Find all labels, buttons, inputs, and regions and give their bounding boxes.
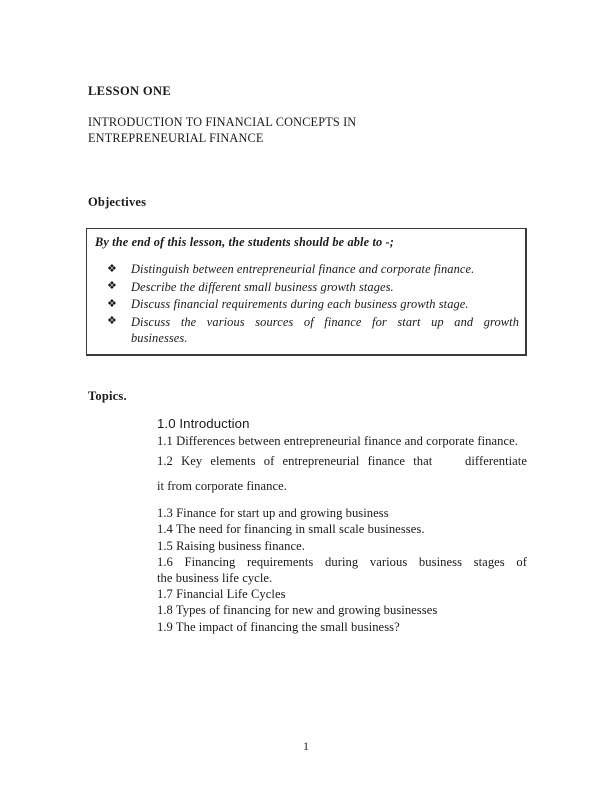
objective-text-line-1: Discuss the various sources of finance for start up and growth [131, 314, 519, 329]
topic-item-1-1-line-2: finance. [477, 434, 518, 448]
diamond-bullet-icon: ❖ [107, 315, 117, 327]
topics-list [157, 415, 527, 635]
objectives-list [107, 261, 519, 348]
topic-item-1-5: 1.5 Raising business finance. [157, 538, 306, 553]
lesson-heading: LESSON ONE [88, 84, 172, 98]
spacer [157, 498, 527, 505]
topics-section-heading: Topics. [88, 389, 127, 403]
objectives-box-heading: By the end of this lesson, the students should be able to -; [95, 235, 395, 249]
topic-item-1-2 [157, 449, 527, 498]
list-item [107, 261, 519, 278]
objectives-box [86, 228, 527, 356]
diamond-bullet-icon: ❖ [107, 297, 117, 310]
document-title [88, 114, 508, 146]
topic-item-1-6-line-2: the business life cycle. [157, 571, 273, 586]
topic-item-1-8: 1.8 Types of financing for new and growing businesses [157, 603, 438, 618]
topic-item-1-9: 1.9 The impact of financing the small business? [157, 619, 400, 634]
objective-text: Discuss financial requirements during each business growth stage. [131, 297, 469, 311]
document-title-line-1: INTRODUCTION TO FINANCIAL CONCEPTS IN [88, 115, 357, 129]
topic-item-1-6 [157, 554, 527, 586]
topic-item-1-0: 1.0 Introduction [157, 416, 250, 431]
topic-item-1-2-line-1: 1.2 Key elements of entrepreneurial finance that differentiate [157, 454, 527, 469]
objective-text: Describe the different small business growth stages. [131, 279, 394, 294]
topic-item-1-2-line-2: it from corporate finance. [157, 478, 287, 493]
objective-text: Distinguish between entrepreneurial finance and corporate finance. [131, 262, 475, 276]
list-item [107, 279, 519, 296]
list-item [107, 296, 519, 313]
list-item [107, 314, 519, 347]
topic-item-1-1 [157, 433, 527, 449]
topic-item-1-4: 1.4 The need for financing in small scale businesses. [157, 522, 425, 537]
diamond-bullet-icon: ❖ [107, 262, 117, 275]
diamond-bullet-icon: ❖ [107, 280, 117, 292]
objective-text-line-2: businesses. [131, 331, 188, 345]
topic-item-1-3: 1.3 Finance for start up and growing business [157, 506, 389, 521]
topic-item-1-7: 1.7 Financial Life Cycles [157, 587, 286, 602]
topic-item-1-1-line-1: 1.1 Differences between entrepreneurial finance and corporate [157, 434, 475, 448]
page-number: 1 [303, 741, 309, 753]
objectives-section-heading: Objectives [88, 195, 147, 209]
topic-item-1-6-line-1: 1.6 Financing requirements during various business stages of [157, 554, 527, 569]
document-title-line-2: ENTREPRENEURIAL FINANCE [88, 131, 264, 145]
